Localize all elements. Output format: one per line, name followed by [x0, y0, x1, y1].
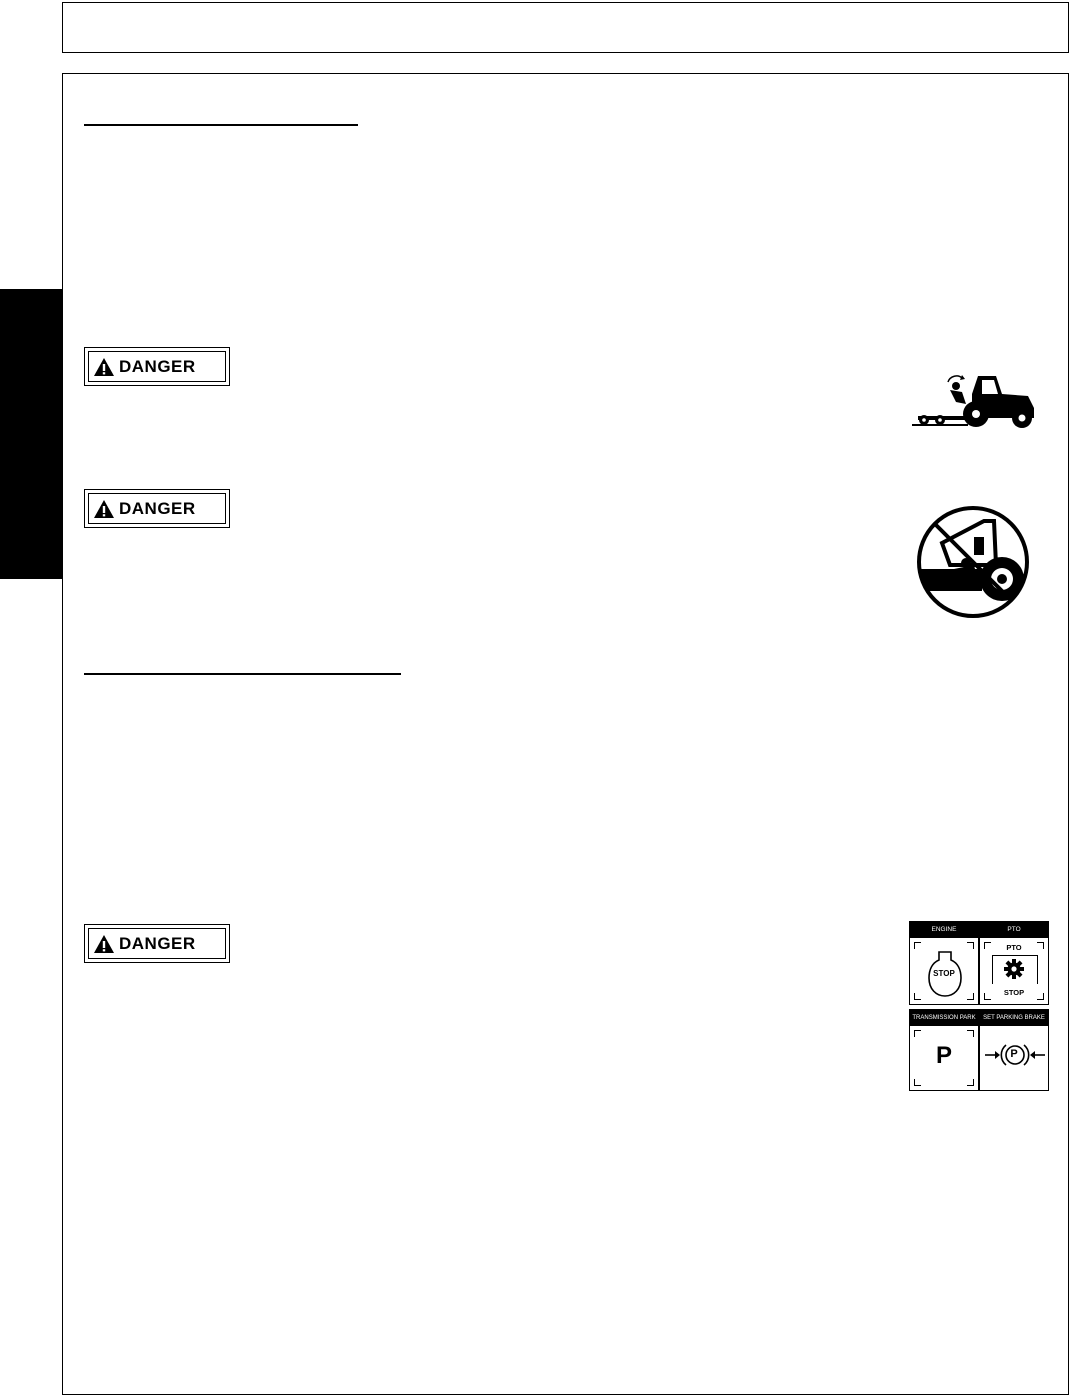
- section-heading-rule: [84, 673, 401, 675]
- shutdown-procedure-panel: [909, 921, 1050, 1091]
- danger-label: DANGER: [119, 498, 196, 518]
- danger-sign: [84, 347, 230, 386]
- danger-sign: [84, 489, 230, 528]
- engine-stop-cell: [909, 921, 979, 1005]
- warning-triangle-icon: [93, 499, 115, 519]
- engine-caption: ENGINE: [910, 922, 978, 938]
- pto-stop-label: STOP: [1003, 988, 1025, 997]
- no-riders-icon: [912, 503, 1034, 621]
- pto-inner-label: PTO: [1006, 943, 1022, 952]
- gear-icon: [1004, 959, 1024, 979]
- transmission-caption: TRANSMISSION PARK: [910, 1010, 978, 1026]
- transmission-park-letter: P: [935, 1042, 952, 1069]
- danger-label: DANGER: [119, 933, 196, 953]
- pto-stop-cell: [979, 921, 1049, 1005]
- section-side-tab: [0, 289, 62, 579]
- section-heading-rule: [84, 124, 358, 126]
- engine-stop-label: STOP: [933, 969, 955, 978]
- parking-brake-letter: P: [1010, 1048, 1018, 1060]
- tractor-runover-icon: [910, 372, 1040, 430]
- danger-label: DANGER: [119, 356, 196, 376]
- warning-triangle-icon: [93, 357, 115, 377]
- danger-sign: [84, 924, 230, 963]
- page-header-box: [62, 2, 1069, 53]
- parking-brake-cell: [979, 1009, 1049, 1091]
- pto-caption: PTO: [980, 922, 1048, 938]
- content-frame: [62, 73, 1069, 1395]
- transmission-park-cell: [909, 1009, 979, 1091]
- brake-caption: SET PARKING BRAKE: [980, 1010, 1048, 1026]
- warning-triangle-icon: [93, 934, 115, 954]
